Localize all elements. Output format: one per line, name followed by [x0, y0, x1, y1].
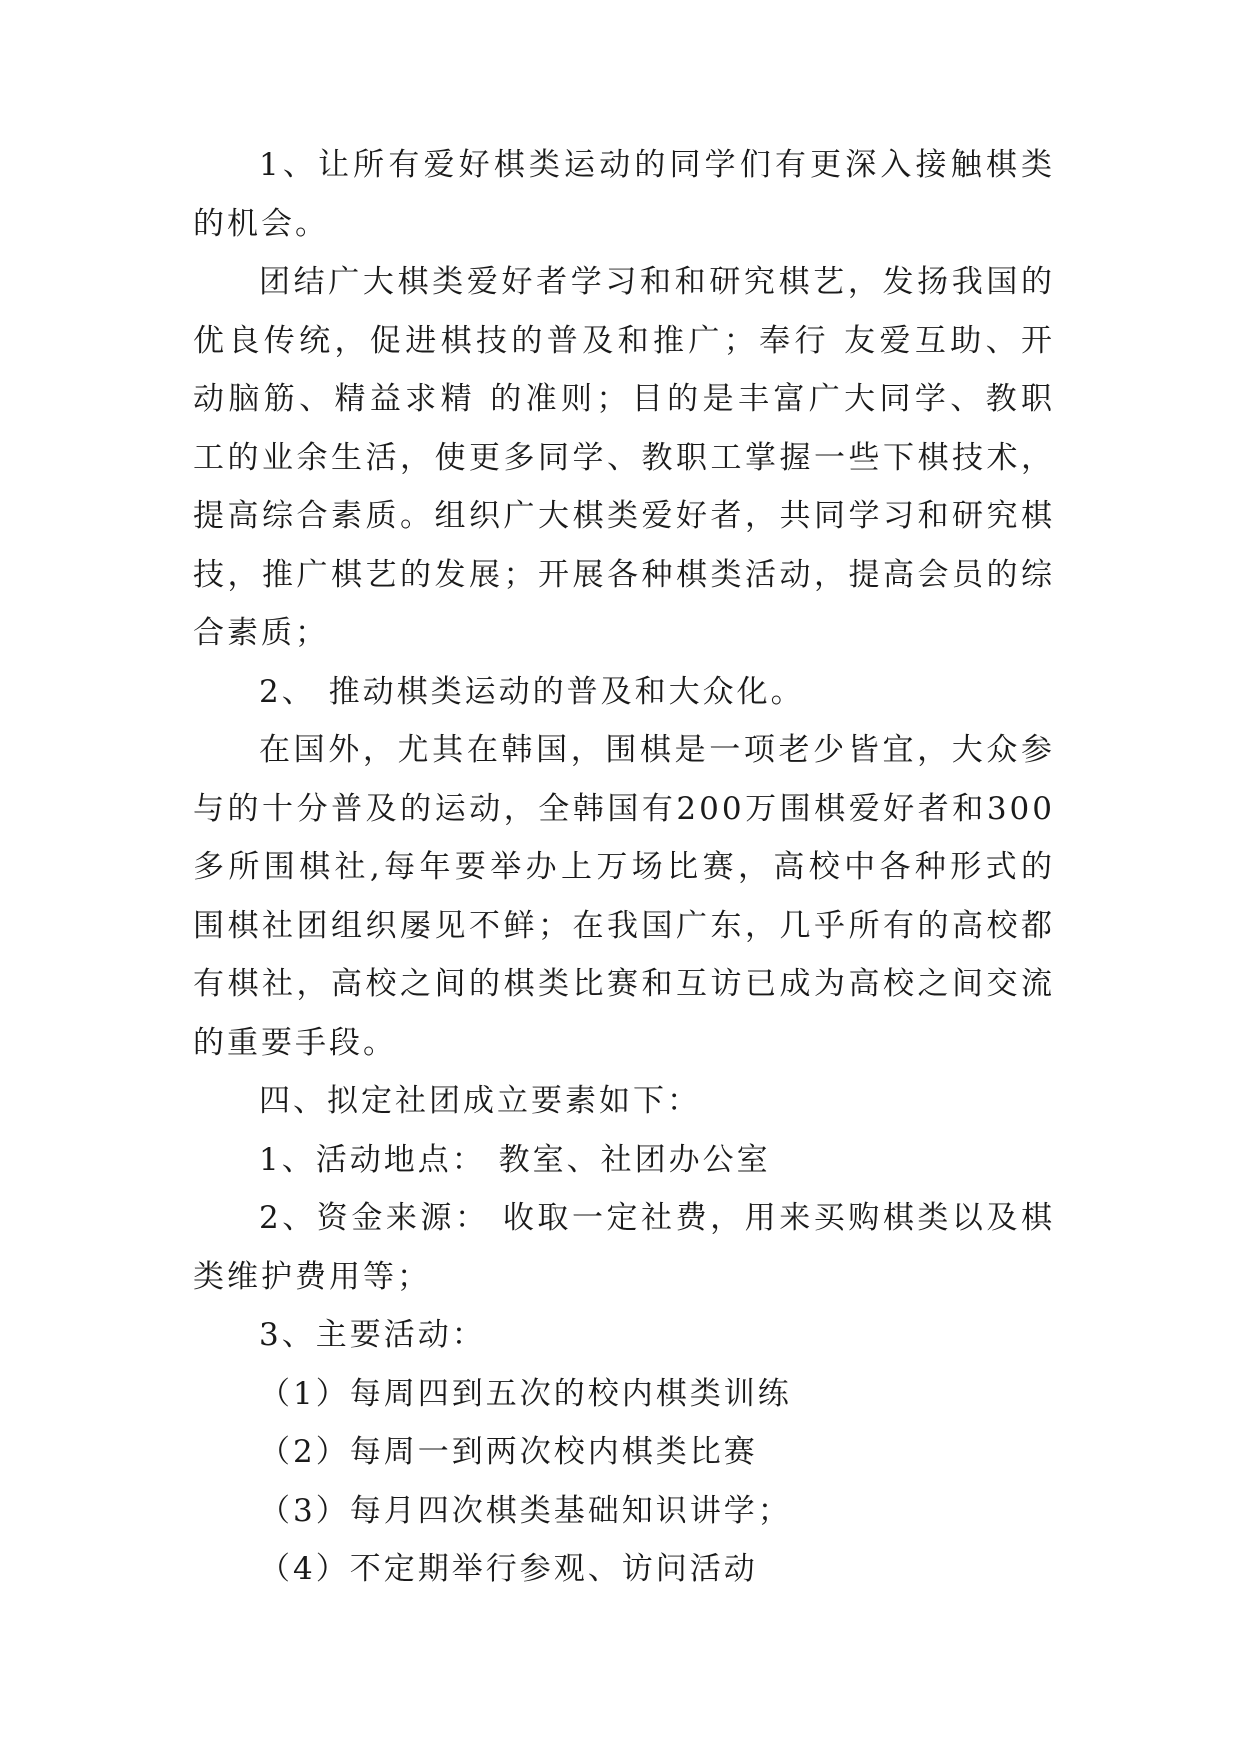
paragraph-goal-1: 1、让所有爱好棋类运动的同学们有更深入接触棋类的机会。: [193, 147, 1055, 242]
activity-list-item: （3）每月四次棋类基础知识讲学；: [259, 1492, 792, 1529]
item-activity-location: 1、活动地点： 教室、社团办公室: [259, 1141, 771, 1178]
item-funding-source: 2、资金来源： 收取一定社费，用来买购棋类以及棋类维护费用等；: [193, 1200, 1055, 1295]
section-heading-4: 四、拟定社团成立要素如下：: [259, 1083, 701, 1119]
activity-list-item: （4）不定期举行参观、访问活动: [259, 1551, 758, 1587]
paragraph-goal-1-detail: 团结广大棋类爱好者学习和和研究棋艺，发扬我国的优良传统，促进棋技的普及和推广；奉行 友爱互助、开动脑筋、精益求精 的准则；目的是丰富广大同学、教职工的业余生活，使更多同学、教职工掌握一些下棋技术，提高综合素质。组织广大棋类爱好者，共同学习和研究棋技，推广棋艺的发展；开展各种棋类活动，提高会员的综合素质；: [193, 264, 1055, 651]
document-body: [193, 136, 1055, 1599]
item-main-activities: 3、主要活动：: [259, 1317, 486, 1353]
activity-list-item: （1）每周四到五次的校内棋类训练: [259, 1375, 792, 1412]
paragraph-goal-2: 2、 推动棋类运动的普及和大众化。: [259, 673, 805, 710]
activity-list-item: （2）每周一到两次校内棋类比赛: [259, 1434, 758, 1470]
paragraph-goal-2-detail: 在国外，尤其在韩国，围棋是一项老少皆宜，大众参与的十分普及的运动，全韩国有200万围棋爱好者和300多所围棋社,每年要举办上万场比赛，高校中各种形式的围棋社团组织屡见不鲜；在我国广东，几乎所有的高校都有棋社，高校之间的棋类比赛和互访已成为高校之间交流的重要手段。: [193, 732, 1055, 1061]
